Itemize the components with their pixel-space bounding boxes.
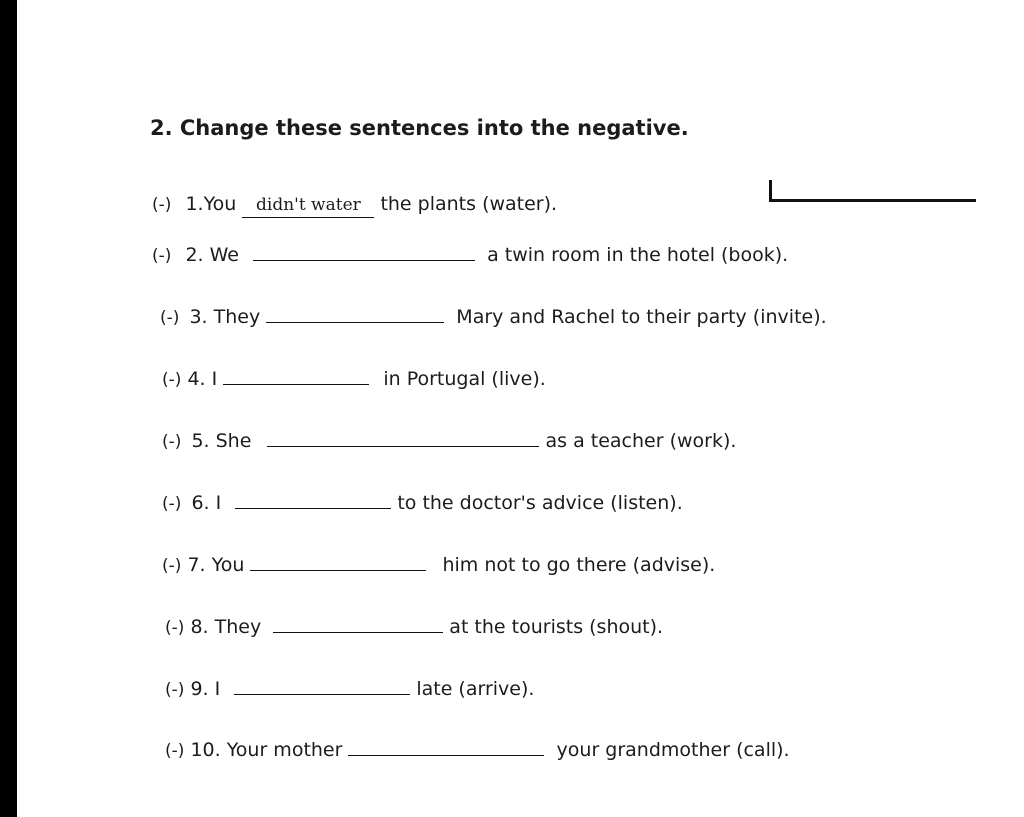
- item-prefix: 3. They: [189, 306, 261, 328]
- item-suffix: Mary and Rachel to their party (invite).: [456, 306, 827, 328]
- item-suffix: to the doctor's advice (listen).: [397, 492, 683, 514]
- answer-blank[interactable]: [267, 428, 539, 447]
- exercise-title: 2. Change these sentences into the negative.: [150, 116, 689, 140]
- item-prefix: 7. You: [187, 554, 245, 576]
- left-edge-bar: [0, 0, 17, 817]
- answer-blank[interactable]: didn't water: [242, 193, 374, 218]
- negative-marker: (-): [152, 246, 172, 266]
- exercise-item-2: [152, 242, 788, 268]
- exercise-item-3: [160, 304, 827, 330]
- answer-blank[interactable]: [250, 552, 426, 571]
- negative-marker: (-): [162, 494, 182, 514]
- answer-blank[interactable]: [273, 614, 443, 633]
- exercise-item-10: [165, 737, 790, 763]
- negative-marker: (-): [165, 680, 185, 700]
- negative-marker: (-): [165, 618, 185, 638]
- answer-blank[interactable]: [223, 366, 369, 385]
- item-suffix: late (arrive).: [416, 678, 535, 700]
- negative-marker: (-): [165, 741, 185, 761]
- item-prefix: 4. I: [187, 368, 218, 390]
- item-suffix: as a teacher (work).: [545, 430, 737, 452]
- item-suffix: the plants (water).: [380, 193, 558, 215]
- corner-mark: [769, 180, 976, 202]
- exercise-item-9: [165, 676, 534, 702]
- item-suffix: at the tourists (shout).: [449, 616, 664, 638]
- item-prefix: 8. They: [190, 616, 262, 638]
- item-suffix: him not to go there (advise).: [442, 554, 716, 576]
- item-suffix: in Portugal (live).: [383, 368, 546, 390]
- answer-blank[interactable]: [266, 304, 444, 323]
- answer-blank[interactable]: [234, 676, 410, 695]
- negative-marker: (-): [162, 556, 182, 576]
- exercise-item-7: [162, 552, 715, 578]
- item-prefix: 10. Your mother: [190, 739, 343, 761]
- negative-marker: (-): [162, 432, 182, 452]
- exercise-item-8: [165, 614, 663, 640]
- item-prefix: 6. I: [191, 492, 222, 514]
- item-prefix: 1.You: [185, 193, 237, 215]
- item-prefix: 5. She: [191, 430, 252, 452]
- item-prefix: 2. We: [185, 244, 239, 266]
- answer-blank[interactable]: [235, 490, 391, 509]
- item-suffix: a twin room in the hotel (book).: [487, 244, 789, 266]
- item-prefix: 9. I: [190, 678, 221, 700]
- negative-marker: (-): [152, 195, 172, 215]
- exercise-item-6: [162, 490, 683, 516]
- exercise-item-1: [152, 192, 557, 218]
- exercise-item-5: [162, 428, 736, 454]
- answer-blank[interactable]: [253, 242, 475, 261]
- item-suffix: your grandmother (call).: [556, 739, 790, 761]
- answer-blank[interactable]: [348, 737, 544, 756]
- exercise-item-4: [162, 366, 546, 392]
- negative-marker: (-): [162, 370, 182, 390]
- negative-marker: (-): [160, 308, 180, 328]
